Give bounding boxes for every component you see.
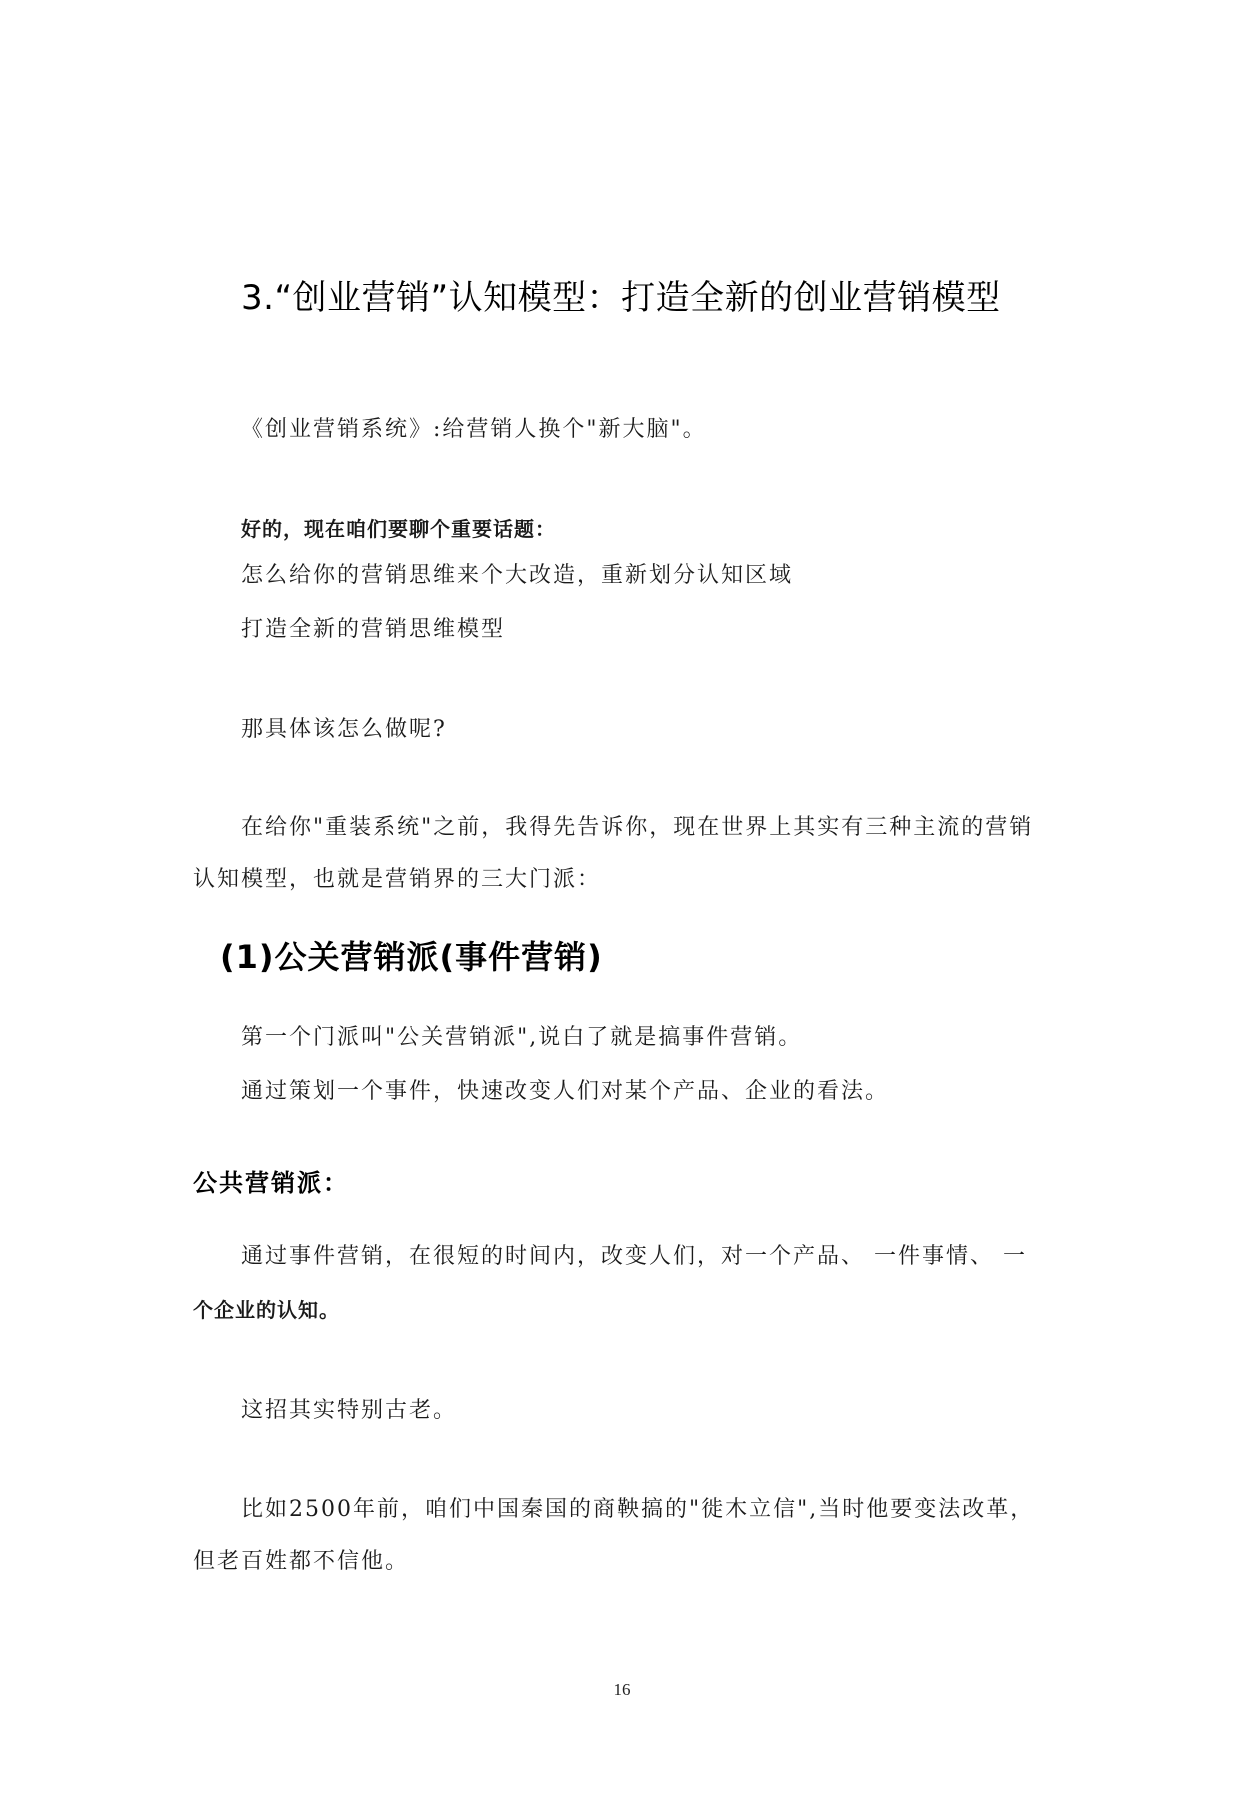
section-1-line-2: 通过策划一个事件，快速改变人们对某个产品、企业的看法。 [241, 1079, 890, 1104]
page-number: 16 [613, 1680, 631, 1699]
subsection-para-line-1: 通过事件营销，在很短的时间内，改变人们，对一个产品、 一件事情、 一 [241, 1244, 1027, 1269]
question-line: 那具体该怎么做呢? [241, 717, 447, 742]
example-line-2: 但老百姓都不信他。 [193, 1549, 410, 1574]
section-1-title: (1)公关营销派(事件营销) [220, 938, 603, 976]
example-line-1: 比如2500年前，咱们中国秦国的商鞅搞的"徙木立信",当时他要变法改革， [241, 1497, 1035, 1522]
subsection-title: 公共营销派： [193, 1169, 349, 1197]
ancient-line: 这招其实特别古老。 [241, 1398, 458, 1423]
section-1-line-1: 第一个门派叫"公关营销派",说白了就是搞事件营销。 [241, 1025, 803, 1050]
schools-intro-line-1: 在给你"重装系统"之前，我得先告诉你，现在世界上其实有三种主流的营销 [241, 815, 1034, 840]
topic-line-2: 打造全新的营销思维模型 [241, 617, 506, 642]
schools-intro-line-2: 认知模型，也就是营销界的三大门派： [193, 867, 602, 892]
intro-line: 《创业营销系统》:给营销人换个"新大脑"。 [241, 417, 707, 442]
section-heading: 3.“创业营销”认知模型：打造全新的创业营销模型 [241, 278, 1001, 318]
topic-line-1: 怎么给你的营销思维来个大改造，重新划分认知区域 [241, 563, 794, 588]
subsection-para-line-2: 个企业的认知。 [193, 1298, 340, 1322]
topic-bold-line: 好的，现在咱们要聊个重要话题： [241, 517, 556, 541]
